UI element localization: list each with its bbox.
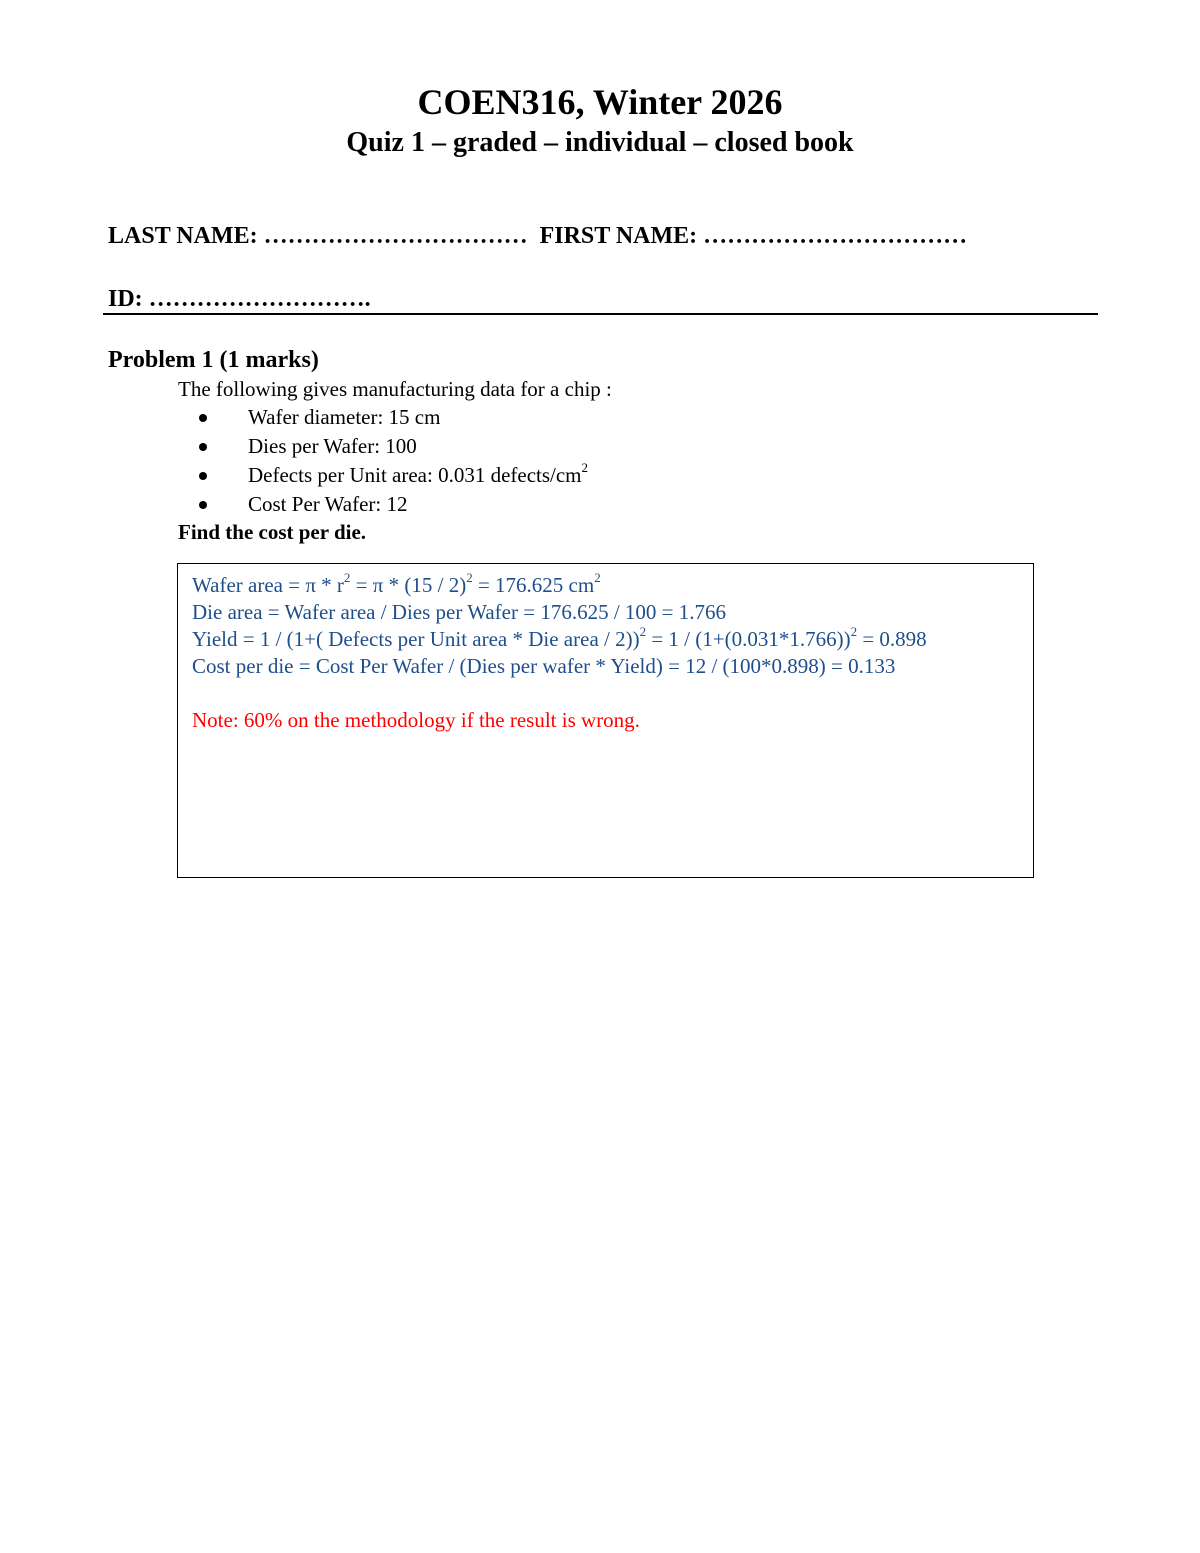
problem-title: Problem 1 (1 marks) bbox=[108, 347, 319, 373]
answer-line-wafer-area bbox=[192, 572, 927, 599]
list-item-text: Wafer diameter: 15 cm bbox=[248, 405, 441, 429]
answer-superscript: 2 bbox=[466, 570, 473, 585]
answer-line-yield bbox=[192, 626, 927, 653]
last-name-label: LAST NAME: bbox=[108, 223, 258, 249]
list-item-text: Dies per Wafer: 100 bbox=[248, 434, 417, 458]
name-fields-row bbox=[108, 219, 967, 253]
quiz-subtitle: Quiz 1 – graded – individual – closed book bbox=[346, 127, 854, 158]
list-item bbox=[178, 432, 588, 461]
list-item-text: Defects per Unit area: 0.031 defects/cm bbox=[248, 463, 582, 487]
answer-superscript: 2 bbox=[594, 570, 601, 585]
list-item bbox=[178, 461, 588, 490]
id-field-row bbox=[108, 282, 371, 316]
answer-text: Yield = 1 / (1+( Defects per Unit area * Die area / 2)) bbox=[192, 627, 640, 651]
first-name-label: FIRST NAME: bbox=[539, 223, 698, 249]
last-name-blank: …………………………… bbox=[257, 223, 528, 249]
answer-superscript: 2 bbox=[343, 570, 351, 585]
answer-box bbox=[177, 563, 1034, 878]
bullet-icon bbox=[199, 501, 207, 509]
header-divider bbox=[103, 313, 1098, 315]
id-blank: ………………………. bbox=[142, 286, 371, 312]
answer-text: = 0.898 bbox=[857, 627, 927, 651]
bullet-icon bbox=[199, 414, 207, 422]
bullet-icon bbox=[199, 472, 207, 480]
quiz-course-title: COEN316, Winter 2026 bbox=[417, 82, 783, 122]
grading-note: Note: 60% on the methodology if the result is wrong. bbox=[192, 708, 640, 732]
answer-text: = π * (15 / 2) bbox=[350, 573, 467, 597]
answer-line-die-area: Die area = Wafer area / Dies per Wafer = 176.625 / 100 = 1.766 bbox=[192, 600, 727, 624]
first-name-blank: …………………………… bbox=[697, 223, 968, 249]
list-item-text: Cost Per Wafer: 12 bbox=[248, 492, 408, 516]
answer-superscript: 2 bbox=[639, 624, 647, 639]
answer-superscript: 2 bbox=[850, 624, 858, 639]
list-item bbox=[178, 490, 588, 519]
list-item-superscript: 2 bbox=[581, 460, 589, 475]
problem-data-list bbox=[178, 403, 588, 519]
list-item bbox=[178, 403, 588, 432]
answer-text: = 1 / (1+(0.031*1.766)) bbox=[646, 627, 851, 651]
answer-solution bbox=[192, 572, 927, 680]
problem-task: Find the cost per die. bbox=[178, 520, 367, 544]
answer-text: Wafer area = π * r bbox=[192, 573, 344, 597]
bullet-icon bbox=[199, 443, 207, 451]
answer-line-cost-per-die: Cost per die = Cost Per Wafer / (Dies per wafer * Yield) = 12 / (100*0.898) = 0.133 bbox=[192, 654, 896, 678]
answer-text: = 176.625 cm bbox=[472, 573, 595, 597]
problem-intro: The following gives manufacturing data for a chip : bbox=[178, 377, 612, 401]
id-label: ID: bbox=[108, 286, 143, 312]
